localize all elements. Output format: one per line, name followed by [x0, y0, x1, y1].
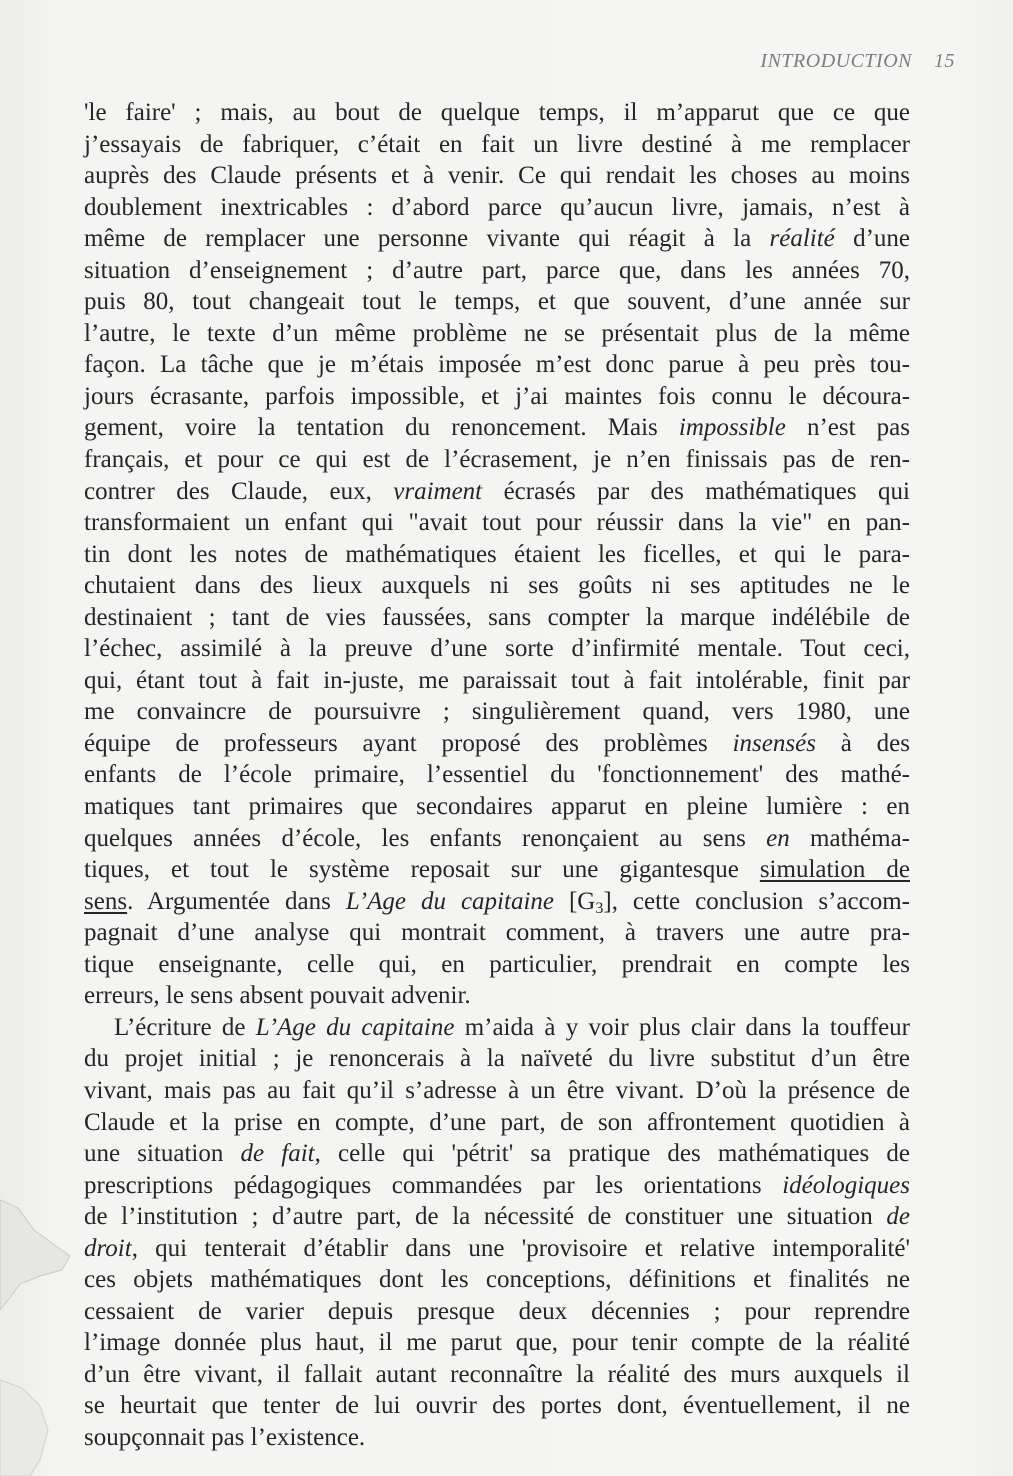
running-head-title: INTRODUCTION [760, 50, 912, 72]
text-line [84, 1296, 910, 1328]
text-run: L’écriture de [114, 1013, 256, 1041]
text-run: n’est pas [785, 414, 910, 442]
text-line [84, 318, 910, 350]
text-line [84, 854, 910, 886]
text-line [84, 223, 910, 255]
text-run: enfants de l’école primaire, l’essentiel du 'fonctionnement' des mathé- [84, 761, 910, 789]
text-line [84, 823, 910, 855]
text-run: façon. La tâche que je m’étais imposée m’est donc parue à peu près tou- [84, 351, 910, 379]
text-line [84, 476, 910, 508]
text-run: puis 80, tout changeait tout le temps, et que souvent, d’une année sur [84, 288, 910, 316]
text-run: pagnait d’une analyse qui montrait comment, à travers une autre pra- [84, 919, 910, 947]
text-run: qui, étant tout à fait in-juste, me paraissait tout à fait intolérable, finit par [84, 666, 910, 694]
text-line [84, 539, 910, 571]
text-run: transformaient un enfant qui "avait tout pour réussir dans la vie" en pan- [84, 509, 910, 537]
italic-text: de [886, 1203, 910, 1231]
text-run: l’échec, assimilé à la preuve d’une sorte d’infirmité mentale. Tout ceci, [84, 635, 910, 663]
text-line [84, 286, 910, 318]
text-run: 'le faire' ; mais, au bout de quelque temps, il m’apparut que ce que [84, 99, 910, 126]
text-run: quelques années d’école, les enfants renonçaient au sens [84, 824, 767, 852]
text-run: mathéma- [789, 824, 910, 852]
text-line [84, 886, 910, 918]
page-number: 15 [934, 50, 955, 72]
text-run: prescriptions pédagogiques commandées par les orientations [84, 1171, 783, 1199]
subscript-text: 3 [595, 899, 604, 917]
text-line [84, 97, 910, 129]
text-line [84, 412, 910, 444]
text-line [84, 255, 910, 287]
text-run: l’image donnée plus haut, il me parut que, pour tenir compte de la réalité [84, 1329, 910, 1357]
text-run: Claude et la prise en compte, d’une part, de son affrontement quotidien à [84, 1108, 910, 1136]
text-line [84, 949, 910, 981]
text-line [84, 1075, 910, 1107]
text-run: de l’institution ; d’autre part, de la nécessité de constituer une situation [84, 1203, 887, 1231]
text-line [84, 917, 910, 949]
text-run: doublement inextricables : d’abord parce qu’aucun livre, jamais, n’est à [84, 193, 910, 221]
text-line [84, 570, 910, 602]
text-run: soupçonnait pas l’existence. [84, 1423, 366, 1451]
italic-text: L’Age du capitaine [255, 1013, 455, 1041]
text-line [84, 759, 910, 791]
running-head [760, 50, 955, 73]
italic-text: impossible [678, 414, 786, 442]
text-line [84, 633, 910, 665]
text-line [84, 696, 910, 728]
text-line [84, 160, 910, 192]
text-run: tiques, et tout le système reposait sur une gigantesque [84, 856, 760, 884]
text-run: j’essayais de fabriquer, c’était en fait un livre destiné à me remplacer [84, 130, 910, 158]
italic-text: insensés [732, 729, 816, 757]
text-run: se heurtait que tenter de lui ouvrir des portes dont, éventuellement, il ne [84, 1392, 910, 1420]
text-run: tique enseignante, celle qui, en particulier, prendrait en compte les [84, 950, 910, 978]
text-run: écrasés par des mathématiques qui [482, 477, 911, 505]
italic-text: droit [84, 1234, 132, 1262]
text-run: d’une [834, 225, 911, 253]
text-line [84, 1043, 910, 1075]
text-run: erreurs, le sens absent pouvait advenir. [84, 982, 471, 1010]
text-line [84, 980, 910, 1012]
text-run: une situation [84, 1140, 241, 1168]
text-run: matiques tant primaires que secondaires apparut en pleine lumière : en [84, 793, 910, 821]
text-run: cessaient de varier depuis presque deux décennies ; pour reprendre [84, 1297, 910, 1325]
text-line [84, 791, 910, 823]
text-line [84, 507, 910, 539]
text-run: destinaient ; tant de vies faussées, sans compter la marque indélébile de [84, 603, 910, 631]
text-line [84, 602, 910, 634]
text-run: , celle qui 'pétrit' sa pratique des mathématiques de [314, 1140, 910, 1168]
text-run: situation d’enseignement ; d’autre part, parce que, dans les années 70, [84, 256, 910, 284]
text-line [84, 349, 910, 381]
text-run: [G [554, 887, 596, 915]
text-line [84, 1422, 910, 1454]
text-line [84, 1170, 910, 1202]
text-run: ces objets mathématiques dont les conceptions, définitions et finalités ne [84, 1266, 910, 1294]
text-run: me convaincre de poursuivre ; singulièrement quand, vers 1980, une [84, 698, 910, 726]
italic-text: réalité [769, 225, 835, 253]
text-line [84, 1327, 910, 1359]
text-run: même de remplacer une personne vivante qui réagit à la [84, 225, 770, 253]
text-run: gement, voire la tentation du renoncement. Mais [84, 414, 679, 442]
text-run: auprès des Claude présents et à venir. Ce qui rendait les choses au moins [84, 162, 910, 190]
text-run: chutaient dans des lieux auxquels ni ses goûts ni ses aptitudes ne le [84, 572, 910, 600]
text-line [84, 1138, 910, 1170]
text-run: . Argumentée dans [127, 887, 346, 915]
body-text [84, 97, 910, 1454]
italic-text: vraiment [393, 477, 483, 505]
text-line [84, 1201, 910, 1233]
text-run: m’aida à y voir plus clair dans la touffeur [454, 1013, 910, 1041]
torn-corner-mark [0, 1160, 110, 1476]
text-run: du projet initial ; je renoncerais à la naïveté du livre substitut d’un être [84, 1045, 910, 1073]
text-run: français, et pour ce qui est de l’écrasement, je n’en finissais pas de ren- [84, 446, 910, 474]
text-line [84, 1012, 910, 1044]
text-line [84, 1390, 910, 1422]
underlined-text: simulation de [759, 856, 910, 884]
underlined-text: sens [84, 887, 128, 915]
text-line [84, 1264, 910, 1296]
text-run: équipe de professeurs ayant proposé des problèmes [84, 729, 733, 757]
text-line [84, 444, 910, 476]
text-run: tin dont les notes de mathématiques étaient les ficelles, et qui le para- [84, 540, 910, 568]
text-run: d’un être vivant, il fallait autant reconnaître la réalité des murs auxquels il [84, 1360, 910, 1388]
text-run: ], cette conclusion s’accom- [603, 887, 911, 915]
text-line [84, 728, 910, 760]
text-run: l’autre, le texte d’un même problème ne se présentait plus de la même [84, 319, 910, 347]
text-line [84, 1359, 910, 1391]
text-line [84, 192, 910, 224]
text-line [84, 381, 910, 413]
text-run: vivant, mais pas au fait qu’il s’adresse à un être vivant. D’où la présence de [84, 1076, 910, 1104]
text-line [84, 1107, 910, 1139]
text-line [84, 129, 910, 161]
italic-text: en [766, 824, 790, 852]
italic-text: de fait [240, 1140, 315, 1168]
text-line [84, 665, 910, 697]
text-run: , qui tenterait d’établir dans une 'provisoire et relative intemporalité' [131, 1234, 910, 1262]
text-run: contrer des Claude, eux, [84, 477, 394, 505]
text-run: à des [815, 729, 911, 757]
text-run: jours écrasante, parfois impossible, et j’ai maintes fois connu le découra- [84, 382, 910, 410]
italic-text: L’Age du capitaine [345, 887, 554, 915]
text-line [84, 1233, 910, 1265]
italic-text: idéologiques [782, 1171, 910, 1199]
